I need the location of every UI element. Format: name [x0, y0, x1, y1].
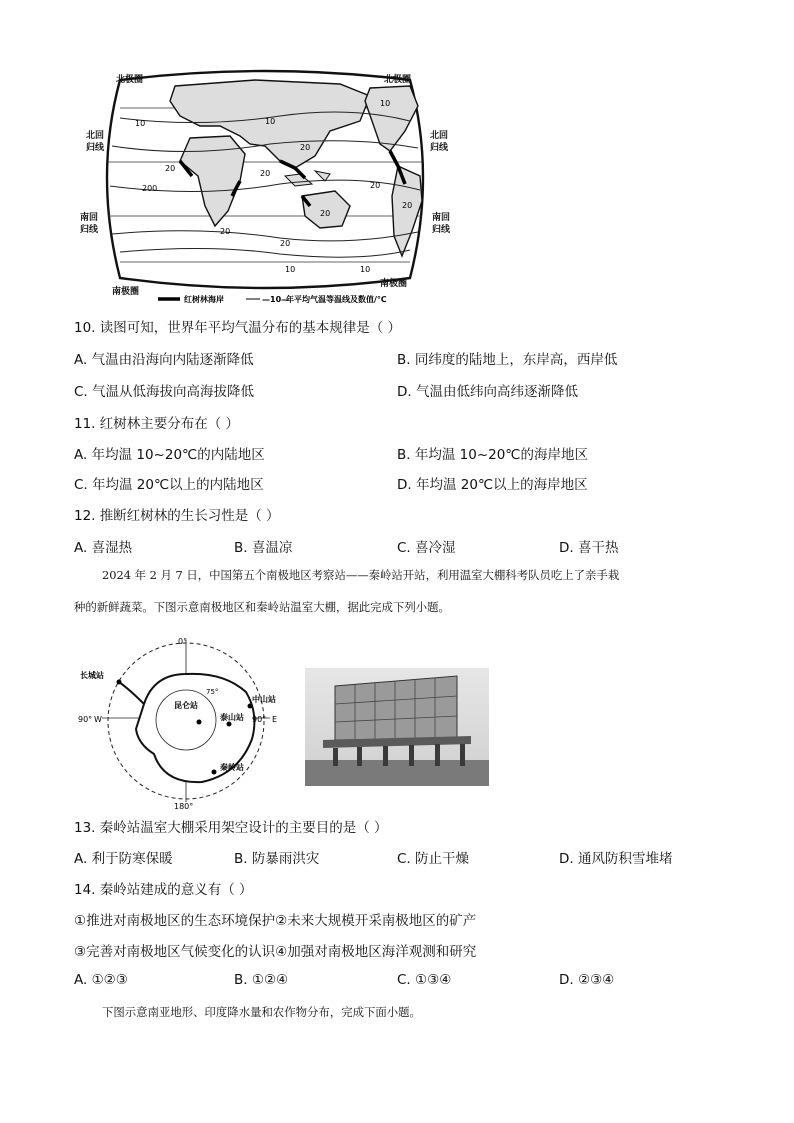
isotherm-value: 20 [260, 169, 271, 178]
question-12-stem: 12. 推断红树林的生长习性是（ ） [74, 508, 280, 524]
question-14-option-d[interactable]: D. ②③④ [559, 972, 615, 988]
question-11-option-c[interactable]: C. 年均温 20℃以上的内陆地区 [74, 477, 264, 493]
station-kunlun: 昆仑站 [174, 701, 198, 710]
isotherm-value: 10 [380, 99, 391, 108]
label-tropic-n-left: 北回归线 [86, 131, 105, 153]
question-13-stem: 13. 秦岭站温室大棚采用架空设计的主要目的是（ ） [74, 820, 388, 836]
label-arctic-left: 北极圈 [116, 75, 144, 85]
question-10-option-b[interactable]: B. 同纬度的陆地上，东岸高，西岸低 [397, 352, 618, 368]
label-arctic-right: 北极圈 [384, 75, 412, 85]
lon-180: 180° [174, 802, 194, 810]
isotherm-value: 10 [360, 265, 371, 274]
passage-1-line-2: 种的新鲜蔬菜。下图示意南极地区和秦岭站温室大棚，据此完成下列小题。 [74, 600, 450, 614]
question-10-option-c[interactable]: C. 气温从低海拔向高海拔降低 [74, 384, 255, 400]
isotherm-value: 200 [142, 184, 158, 193]
station-taishan: 泰山站 [220, 713, 244, 722]
lon-90e: 90° [252, 715, 267, 724]
label-antarctic-right: 南极圈 [380, 279, 408, 289]
isotherm-value: 10 [135, 119, 146, 128]
isotherm-value: 20 [320, 209, 331, 218]
station-zhongshan: 中山站 [252, 695, 276, 704]
isotherm-value: 10 [265, 117, 276, 126]
isotherm-value: 10 [285, 265, 296, 274]
legend-isotherm: 年平均气温等温线及数值/℃ [286, 295, 387, 304]
question-14-statements-2: ③完善对南极地区气候变化的认识④加强对南极地区海洋观测和研究 [74, 944, 477, 960]
question-13-option-b[interactable]: B. 防暴雨洪灾 [234, 851, 320, 867]
question-11-stem: 11. 红树林主要分布在（ ） [74, 416, 240, 432]
lat-75: 75° [206, 688, 219, 696]
label-antarctic-left: 南极圈 [112, 287, 140, 297]
isotherm-value: 20 [165, 164, 176, 173]
lon-0: 0° [178, 637, 188, 646]
question-14-statements-1: ①推进对南极地区的生态环境保护②未来大规模开采南极地区的矿产 [74, 913, 477, 929]
passage-2: 下图示意南亚地形、印度降水量和农作物分布，完成下面小题。 [102, 1005, 421, 1019]
question-14-option-b[interactable]: B. ①②④ [234, 972, 289, 988]
question-13-option-d[interactable]: D. 通风防积雪堆堵 [559, 851, 673, 867]
dir-w: W [94, 715, 102, 724]
question-14-stem: 14. 秦岭站建成的意义有（ ） [74, 882, 253, 898]
question-10-option-d[interactable]: D. 气温由低纬向高纬逐渐降低 [397, 384, 578, 400]
passage-1-line-1: 2024 年 2 月 7 日，中国第五个南极地区考察站——秦岭站开站，利用温室大棚科考队员吃上了亲手栽 [102, 568, 620, 582]
lon-90w: 90° [78, 715, 93, 724]
question-10-stem: 10. 读图可知，世界年平均气温分布的基本规律是（ ） [74, 320, 402, 336]
isotherm-value: 20 [370, 181, 381, 190]
question-12-option-a[interactable]: A. 喜湿热 [74, 540, 133, 556]
antarctic-map [74, 634, 284, 810]
legend-mangrove: 红树林海岸 [184, 295, 224, 304]
question-11-option-d[interactable]: D. 年均温 20℃以上的海岸地区 [397, 477, 588, 493]
question-12-option-d[interactable]: D. 喜干热 [559, 540, 619, 556]
label-tropic-s-right: 南回归线 [432, 213, 451, 235]
isotherm-value: 20 [402, 201, 413, 210]
question-12-option-c[interactable]: C. 喜冷湿 [397, 540, 456, 556]
question-14-option-c[interactable]: C. ①③④ [397, 972, 452, 988]
question-10-option-a[interactable]: A. 气温由沿海向内陆逐渐降低 [74, 352, 254, 368]
dir-e: E [272, 715, 278, 724]
question-13-option-a[interactable]: A. 利于防寒保暖 [74, 851, 173, 867]
label-tropic-n-right: 北回归线 [430, 131, 449, 153]
station-qinling: 秦岭站 [220, 763, 244, 772]
world-isotherm-map [80, 66, 450, 310]
station-changcheng: 长城站 [80, 671, 104, 680]
svg-text:—10—: —10— [262, 295, 290, 304]
greenhouse-photo [305, 668, 489, 786]
question-14-option-a[interactable]: A. ①②③ [74, 972, 128, 988]
isotherm-value: 20 [280, 239, 291, 248]
question-12-option-b[interactable]: B. 喜温凉 [234, 540, 293, 556]
isotherm-value: 20 [220, 227, 231, 236]
isotherm-value: 20 [300, 143, 311, 152]
question-11-option-b[interactable]: B. 年均温 10~20℃的海岸地区 [397, 447, 588, 463]
question-11-option-a[interactable]: A. 年均温 10~20℃的内陆地区 [74, 447, 265, 463]
question-13-option-c[interactable]: C. 防止干燥 [397, 851, 470, 867]
label-tropic-s-left: 南回归线 [80, 213, 99, 235]
